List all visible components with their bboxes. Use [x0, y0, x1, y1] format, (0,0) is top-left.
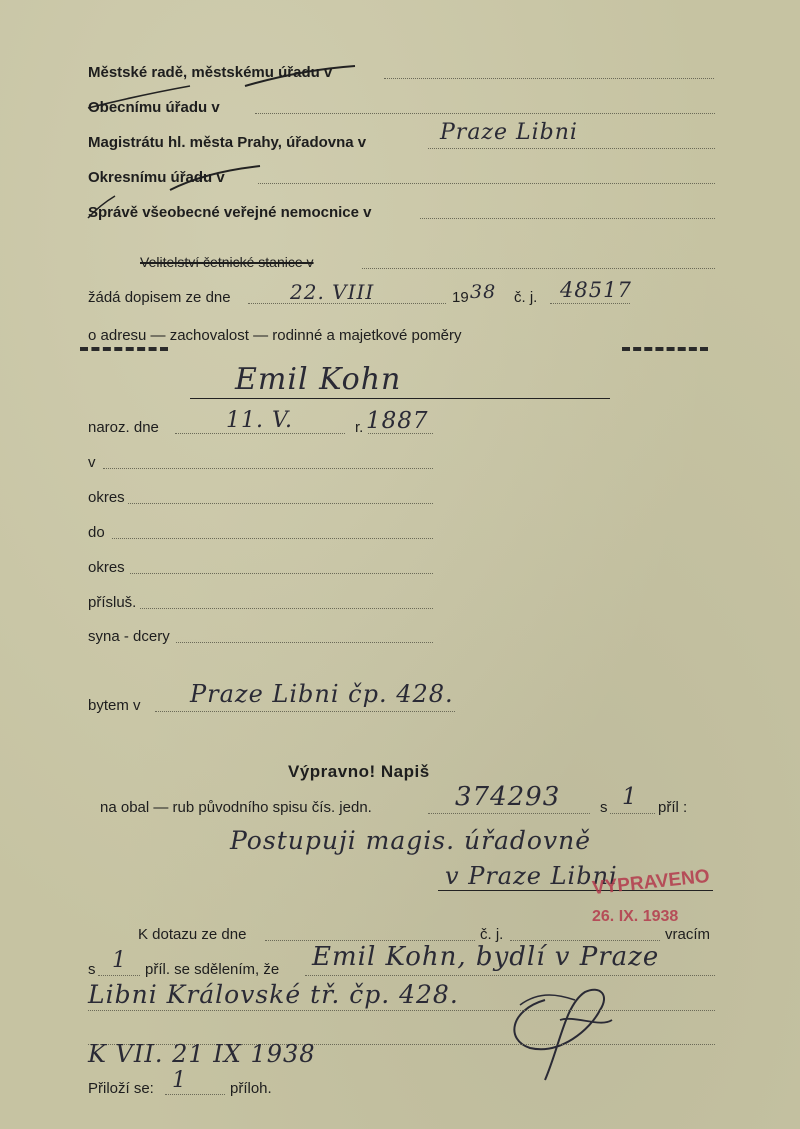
handwritten-office-location: Praze Libni — [440, 120, 578, 145]
header-line-municipal-office: Obecnímu úřadu v — [88, 99, 220, 116]
dotted-line — [112, 538, 433, 539]
birthplace-label: v — [88, 454, 96, 471]
dotted-line — [165, 1094, 225, 1095]
dispatched-stamp: VYPRAVENO — [591, 865, 711, 900]
notice-label: příl. se sdělením, že — [145, 961, 280, 978]
born-label: naroz. dne — [88, 419, 159, 436]
handwritten-reference-number: 48517 — [560, 278, 632, 302]
dotted-line — [610, 813, 655, 814]
handwritten-file-number: 374293 — [455, 782, 561, 812]
enclosures-label: Přiloží se: — [88, 1080, 154, 1097]
header-line-hospital: Správě všeobecné veřejné nemocnice v — [88, 204, 372, 221]
name-underline — [190, 398, 610, 399]
header-line-town-council: Městské radě, městskému úřadu v — [88, 64, 333, 81]
residence-label: bytem v — [88, 697, 141, 714]
handwritten-request-date: 22. VIII — [290, 280, 375, 304]
dotted-line — [428, 148, 715, 149]
handwritten-enclosure-count: 1 — [172, 1068, 187, 1093]
date-stamp: 26. IX. 1938 — [592, 908, 679, 925]
subject-label: o adresu — zachovalost — rodinné a majetkové poměry — [88, 327, 462, 344]
dotted-line — [265, 940, 475, 941]
dotted-line — [305, 975, 715, 976]
request-label: žádá dopisem ze dne — [88, 289, 231, 306]
header-line-gendarmerie: Velitelství četnické stanice v — [140, 254, 314, 270]
handwritten-notice-line-2: Libni Královské tř. čp. 428. — [88, 980, 459, 1009]
dotted-line — [175, 433, 345, 434]
district-label: okres — [88, 489, 125, 506]
dotted-line — [384, 78, 714, 79]
handwritten-attachment-count: 1 — [622, 784, 638, 810]
inquiry-label: K dotazu ze dne — [138, 926, 247, 943]
handwritten-birth-date: 11. V. — [226, 408, 294, 433]
header-line-district-office: Okresnímu úřadu v — [88, 169, 225, 186]
envelope-label: na obal — rub původního spisu čís. jedn. — [100, 799, 372, 816]
domicile-label: přísluš. — [88, 594, 137, 611]
strike-bar — [622, 347, 708, 351]
dotted-line — [255, 113, 715, 114]
son-daughter-label: syna - dcery — [88, 628, 170, 645]
dotted-line — [130, 573, 433, 574]
dotted-line — [155, 711, 455, 712]
handwritten-birth-year: 1887 — [366, 408, 429, 434]
dotted-line — [362, 268, 715, 269]
s-label: s — [600, 799, 608, 816]
dotted-line — [176, 642, 433, 643]
dispatch-title: Výpravno! Napiš — [288, 762, 430, 781]
strike-bar — [80, 347, 168, 351]
cj-label-2: č. j. — [480, 926, 504, 943]
dotted-line — [510, 940, 660, 941]
dotted-line — [550, 303, 630, 304]
handwritten-attachment-count-2: 1 — [112, 948, 127, 973]
returning-label: vracím — [665, 926, 710, 943]
dotted-line — [258, 183, 715, 184]
handwritten-request-year: 38 — [470, 281, 497, 303]
year-label: r. — [355, 419, 364, 436]
dotted-line — [128, 503, 433, 504]
enclosures-suffix-label: příloh. — [230, 1080, 272, 1097]
s2-label: s — [88, 961, 96, 978]
year-prefix: 19 — [452, 289, 469, 306]
dotted-line — [420, 218, 715, 219]
do-label: do — [88, 524, 105, 541]
handwritten-person-name: Emil Kohn — [235, 362, 402, 397]
dotted-line — [103, 468, 433, 469]
handwritten-file-reference: K VII. 21 IX 1938 — [88, 1040, 316, 1068]
dotted-line — [88, 1010, 715, 1011]
dotted-line — [98, 975, 140, 976]
handwritten-note-line-2: v Praze Libni — [445, 862, 618, 890]
attachment-label: příl : — [658, 799, 688, 816]
cj-label: č. j. — [514, 289, 538, 306]
handwritten-notice-line-1: Emil Kohn, bydlí v Praze — [312, 942, 660, 972]
handwritten-residence: Praze Libni čp. 428. — [190, 680, 454, 708]
district-2-label: okres — [88, 559, 125, 576]
header-line-magistrate: Magistrátu hl. města Prahy, úřadovna v — [88, 134, 367, 151]
dotted-line — [140, 608, 433, 609]
dotted-line — [428, 813, 590, 814]
handwritten-note-line-1: Postupuji magis. úřadovně — [230, 826, 591, 855]
